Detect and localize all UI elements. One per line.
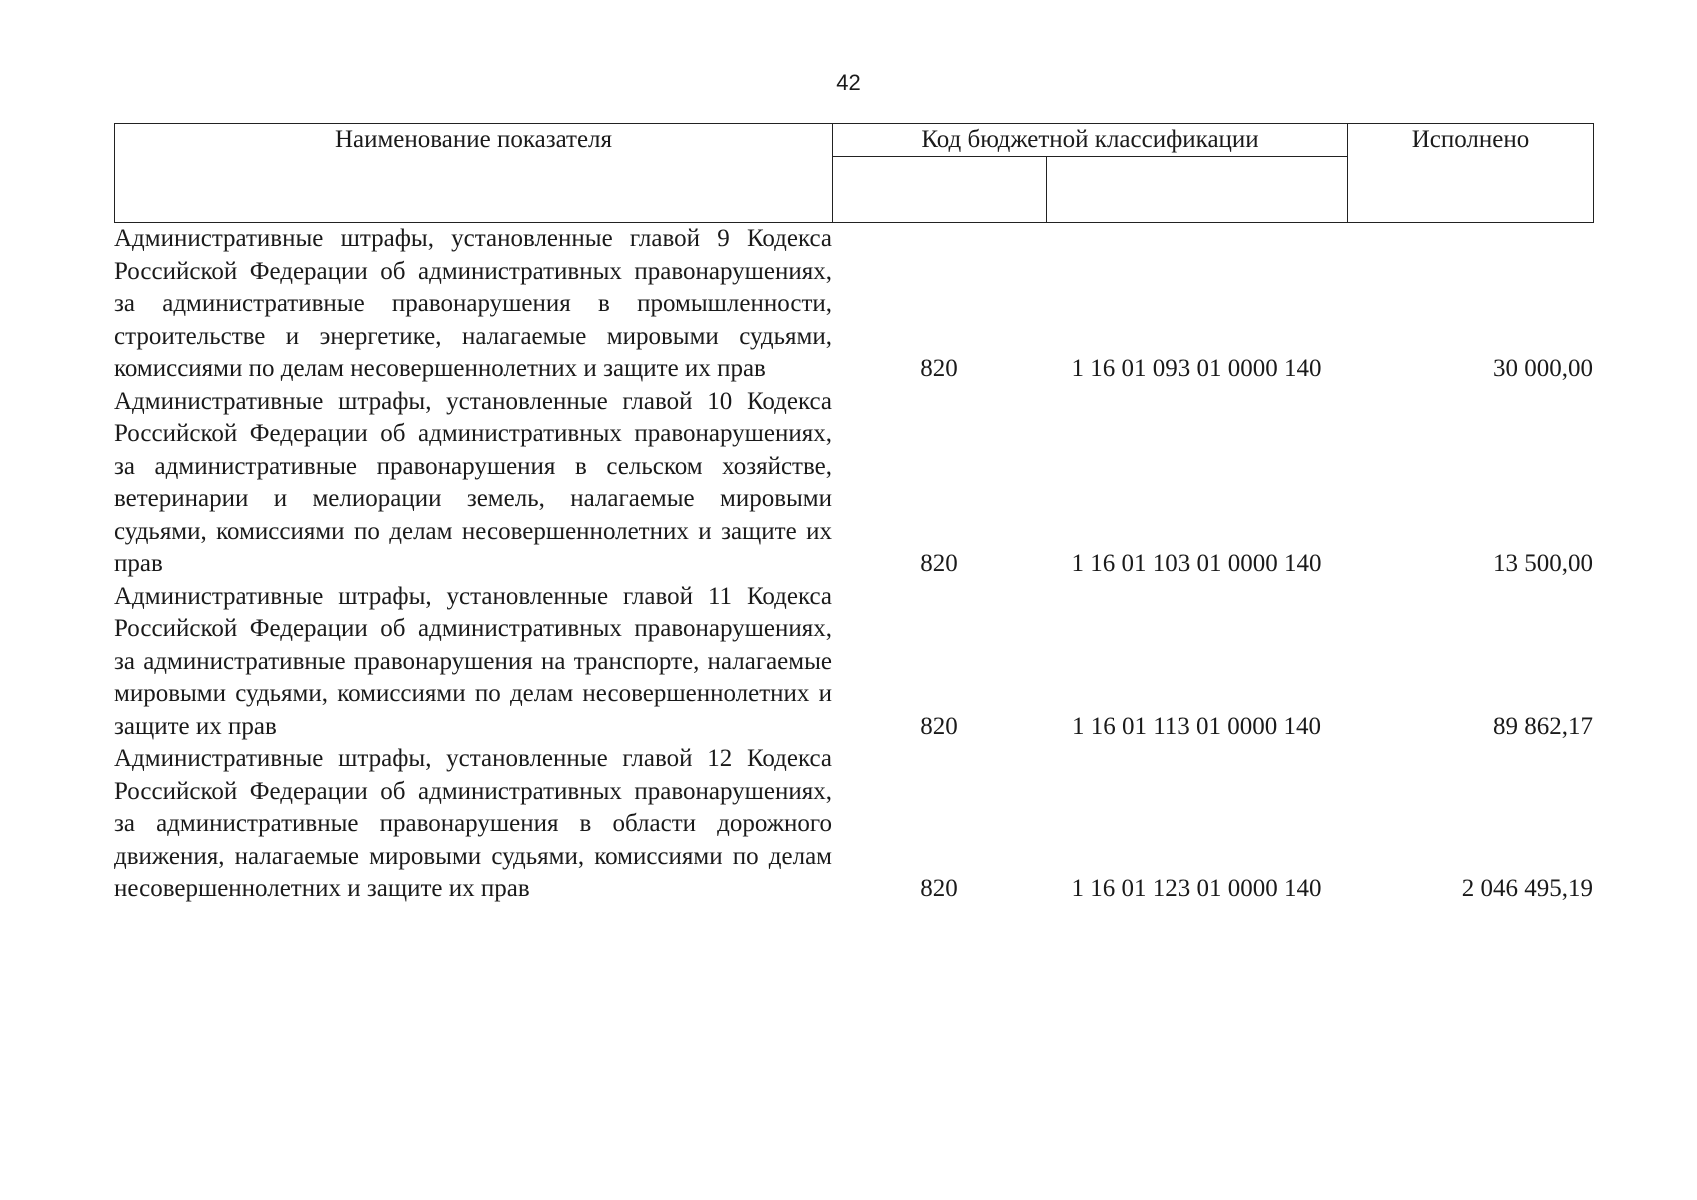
row-admin-code: 820 <box>920 550 958 577</box>
table-row <box>114 743 1593 906</box>
row-budget-code: 1 16 01 113 01 0000 140 <box>1071 712 1322 740</box>
table-header <box>114 123 1594 223</box>
header-income-code-cell <box>1047 157 1348 223</box>
row-amount: 13 500,00 <box>1493 550 1593 577</box>
table-body <box>114 223 1593 906</box>
row-amount: 89 862,17 <box>1493 712 1593 740</box>
row-admin-code: 820 <box>920 355 958 382</box>
row-admin-code: 820 <box>920 875 958 902</box>
header-admin-code-cell <box>833 157 1047 223</box>
header-budget-code-label: Код бюджетной классификации <box>921 126 1259 153</box>
row-admin-code: 820 <box>920 712 958 740</box>
row-name: Административные штрафы, установленные главой 12 Кодекса Российской Федерации об административных правонарушениях, за административные правонарушения в области дорожного движения, налагаемые мировыми судьями, комиссиями по делам несовершеннолетних и защите их прав <box>114 745 832 902</box>
table-row <box>114 581 1593 744</box>
row-name: Административные штрафы, установленные главой 10 Кодекса Российской Федерации об административных правонарушениях, за административные правонарушения в сельском хозяйстве, ветеринарии и мелиорации земель, налагаемые мировыми судьями, комиссиями по делам несовершеннолетних и защите их прав <box>114 387 832 577</box>
row-name: Административные штрафы, установленные главой 9 Кодекса Российской Федерации об административных правонарушениях, за административные правонарушения в промышленности, строительстве и энергетике, налагаемые мировыми судьями, комиссиями по делам несовершеннолетних и защите их прав <box>114 225 832 382</box>
row-amount: 30 000,00 <box>1493 355 1593 382</box>
header-name-cell <box>115 124 833 223</box>
header-executed-label: Исполнено <box>1411 126 1530 153</box>
row-budget-code: 1 16 01 093 01 0000 140 <box>1071 355 1322 382</box>
table-row <box>114 223 1593 386</box>
row-budget-code: 1 16 01 123 01 0000 140 <box>1071 875 1322 902</box>
header-name-label: Наименование показателя <box>334 126 613 153</box>
table-row <box>114 386 1593 581</box>
row-name: Административные штрафы, установленные главой 11 Кодекса Российской Федерации об административных правонарушениях, за административные правонарушения на транспорте, налагаемые мировыми судьями, комиссиями по делам несовершеннолетних и защите их прав <box>114 582 832 740</box>
row-budget-code: 1 16 01 103 01 0000 140 <box>1071 550 1322 577</box>
header-executed-cell <box>1348 124 1594 223</box>
row-amount: 2 046 495,19 <box>1461 875 1593 902</box>
header-budget-code-cell <box>833 124 1348 157</box>
page-number: 42 <box>836 70 861 95</box>
